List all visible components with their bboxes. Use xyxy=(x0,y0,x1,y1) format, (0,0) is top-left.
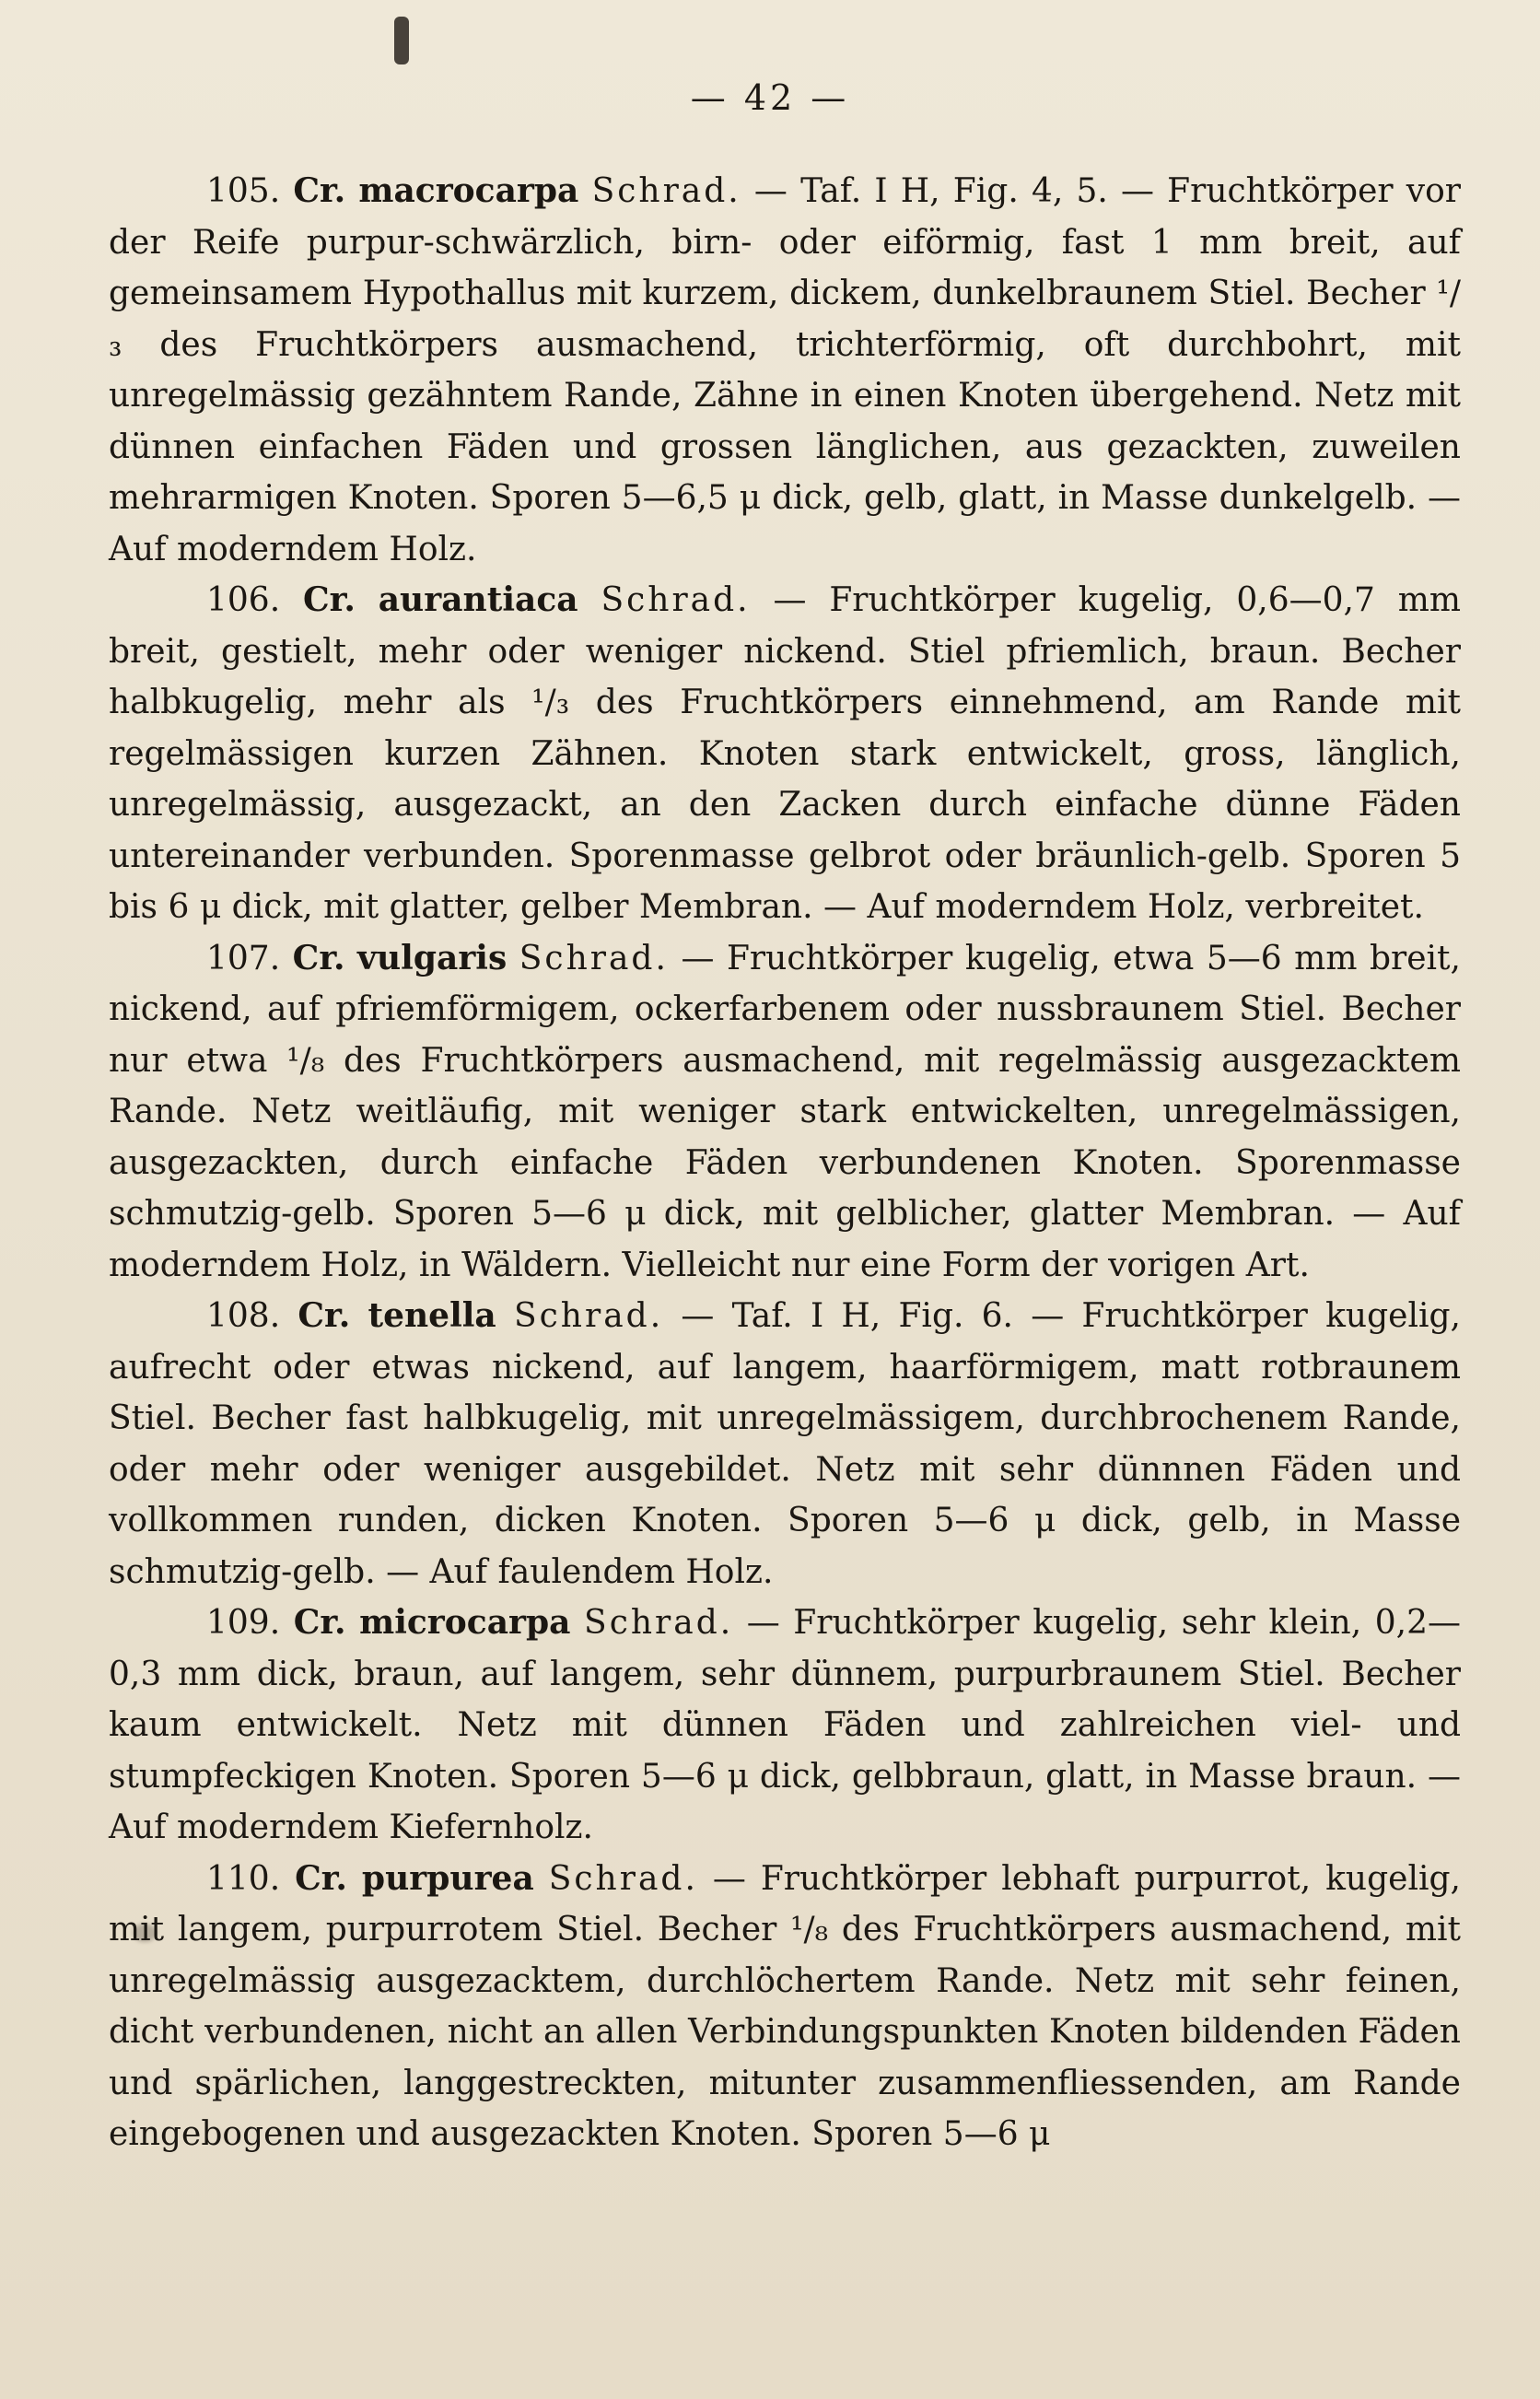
ink-mark xyxy=(394,17,409,64)
species-name: aurantiaca xyxy=(378,580,578,619)
species-name: vulgaris xyxy=(357,938,508,977)
entry-description: — Fruchtkörper lebhaft purpurrot, kugelig, mit langem, purpurrotem Stiel. Becher ¹/₈ des Fruchtkörpers ausmachend, mit unregelmässig ausgezacktem, durchlöchertem Rande. Netz mit sehr feinen, dicht verbundenen, nicht an allen Verbindungspunkten Knoten bildenden Fäden und spärlichen, langgestreckten, mitunter zusammenfliessenden, am Rande eingebogenen und ausgezackten Knoten. Sporen 5—6 μ xyxy=(109,1859,1461,2153)
entry-number: 108. xyxy=(206,1297,281,1335)
species-entry xyxy=(109,1291,1461,1597)
genus-abbrev: Cr. xyxy=(298,1296,351,1335)
species-entry xyxy=(109,166,1461,575)
author-name: Schrad. xyxy=(548,1859,698,1898)
entry-description: — Fruchtkörper kugelig, sehr klein, 0,2—0,3 mm dick, braun, auf langem, sehr dünnem, purpurbraunem Stiel. Becher kaum entwickelt. Netz mit dünnen Fäden und zahlreichen viel- und stumpfeckigen Knoten. Sporen 5—6 μ dick, gelbbraun, glatt, in Masse braun. — Auf moderndem Kiefernholz. xyxy=(109,1604,1461,1846)
species-entry xyxy=(109,1597,1461,1854)
body-text xyxy=(109,166,1461,2160)
species-entry xyxy=(109,575,1461,933)
species-entry xyxy=(109,1854,1461,2160)
entry-number: 106. xyxy=(206,581,281,619)
species-name: purpurea xyxy=(361,1858,534,1898)
genus-abbrev: Cr. xyxy=(293,1603,346,1642)
entry-number: 110. xyxy=(206,1859,281,1898)
entry-number: 105. xyxy=(206,172,281,210)
author-name: Schrad. xyxy=(519,939,669,977)
entry-description: — Taf. I H, Fig. 4, 5. — Fruchtkörper vor der Reife purpur-schwärzlich, birn- oder eiförmig, fast 1 mm breit, auf gemeinsamem Hypothallus mit kurzem, dickem, dunkelbraunem Stiel. Becher ¹/₃ des Fruchtkörpers ausmachend, trichterförmig, oft durchbohrt, mit unregelmässig gezähntem Rande, Zähne in einen Knoten übergehend. Netz mit dünnen einfachen Fäden und grossen länglichen, aus gezackten, zuweilen mehrarmigen Knoten. Sporen 5—6,5 μ dick, gelb, glatt, in Masse dunkelgelb. — Auf moderndem Holz. xyxy=(109,172,1461,568)
author-name: Schrad. xyxy=(584,1604,734,1642)
entry-description: — Taf. I H, Fig. 6. — Fruchtkörper kugelig, aufrecht oder etwas nickend, auf langem, haarförmigem, matt rotbraunem Stiel. Becher fast halbkugelig, mit unregelmässigem, durchbrochenem Rande, oder mehr oder weniger ausgebildet. Netz mit sehr dünnnen Fäden und vollkommen runden, dicken Knoten. Sporen 5—6 μ dick, gelb, in Masse schmutzig-gelb. — Auf faulendem Holz. xyxy=(109,1297,1461,1591)
genus-abbrev: Cr. xyxy=(293,171,346,210)
page-number: — 42 — xyxy=(690,77,850,118)
author-name: Schrad. xyxy=(513,1297,664,1335)
species-name: macrocarpa xyxy=(358,171,579,210)
genus-abbrev: Cr. xyxy=(292,938,345,977)
author-name: Schrad. xyxy=(601,581,751,619)
species-entry xyxy=(109,933,1461,1292)
genus-abbrev: Cr. xyxy=(295,1858,347,1898)
entry-number: 107. xyxy=(206,939,281,977)
author-name: Schrad. xyxy=(591,172,741,210)
entry-description: — Fruchtkörper kugelig, 0,6—0,7 mm breit, gestielt, mehr oder weniger nickend. Stiel pfriemlich, braun. Becher halbkugelig, mehr als ¹/₃ des Fruchtkörpers einnehmend, am Rande mit regelmässigen kurzen Zähnen. Knoten stark entwickelt, gross, länglich, unregelmässig, ausgezackt, an den Zacken durch einfache dünne Fäden untereinander verbunden. Sporenmasse gelbrot oder bräunlich-gelb. Sporen 5 bis 6 μ dick, mit glatter, gelber Membran. — Auf moderndem Holz, verbreitet. xyxy=(109,581,1461,926)
genus-abbrev: Cr. xyxy=(303,580,356,619)
species-name: tenella xyxy=(368,1296,496,1335)
entry-description: — Fruchtkörper kugelig, etwa 5—6 mm breit, nickend, auf pfriemförmigem, ockerfarbenem oder nussbraunem Stiel. Becher nur etwa ¹/₈ des Fruchtkörpers ausmachend, mit regelmässig ausgezacktem Rande. Netz weitläufig, mit weniger stark entwickelten, unregelmässigen, ausgezackten, durch einfache Fäden verbundenen Knoten. Sporenmasse schmutzig-gelb. Sporen 5—6 μ dick, mit gelblicher, glatter Membran. — Auf moderndem Holz, in Wäldern. Vielleicht nur eine Form der vorigen Art. xyxy=(109,939,1461,1284)
species-name: microcarpa xyxy=(359,1603,571,1642)
entry-number: 109. xyxy=(206,1604,281,1642)
